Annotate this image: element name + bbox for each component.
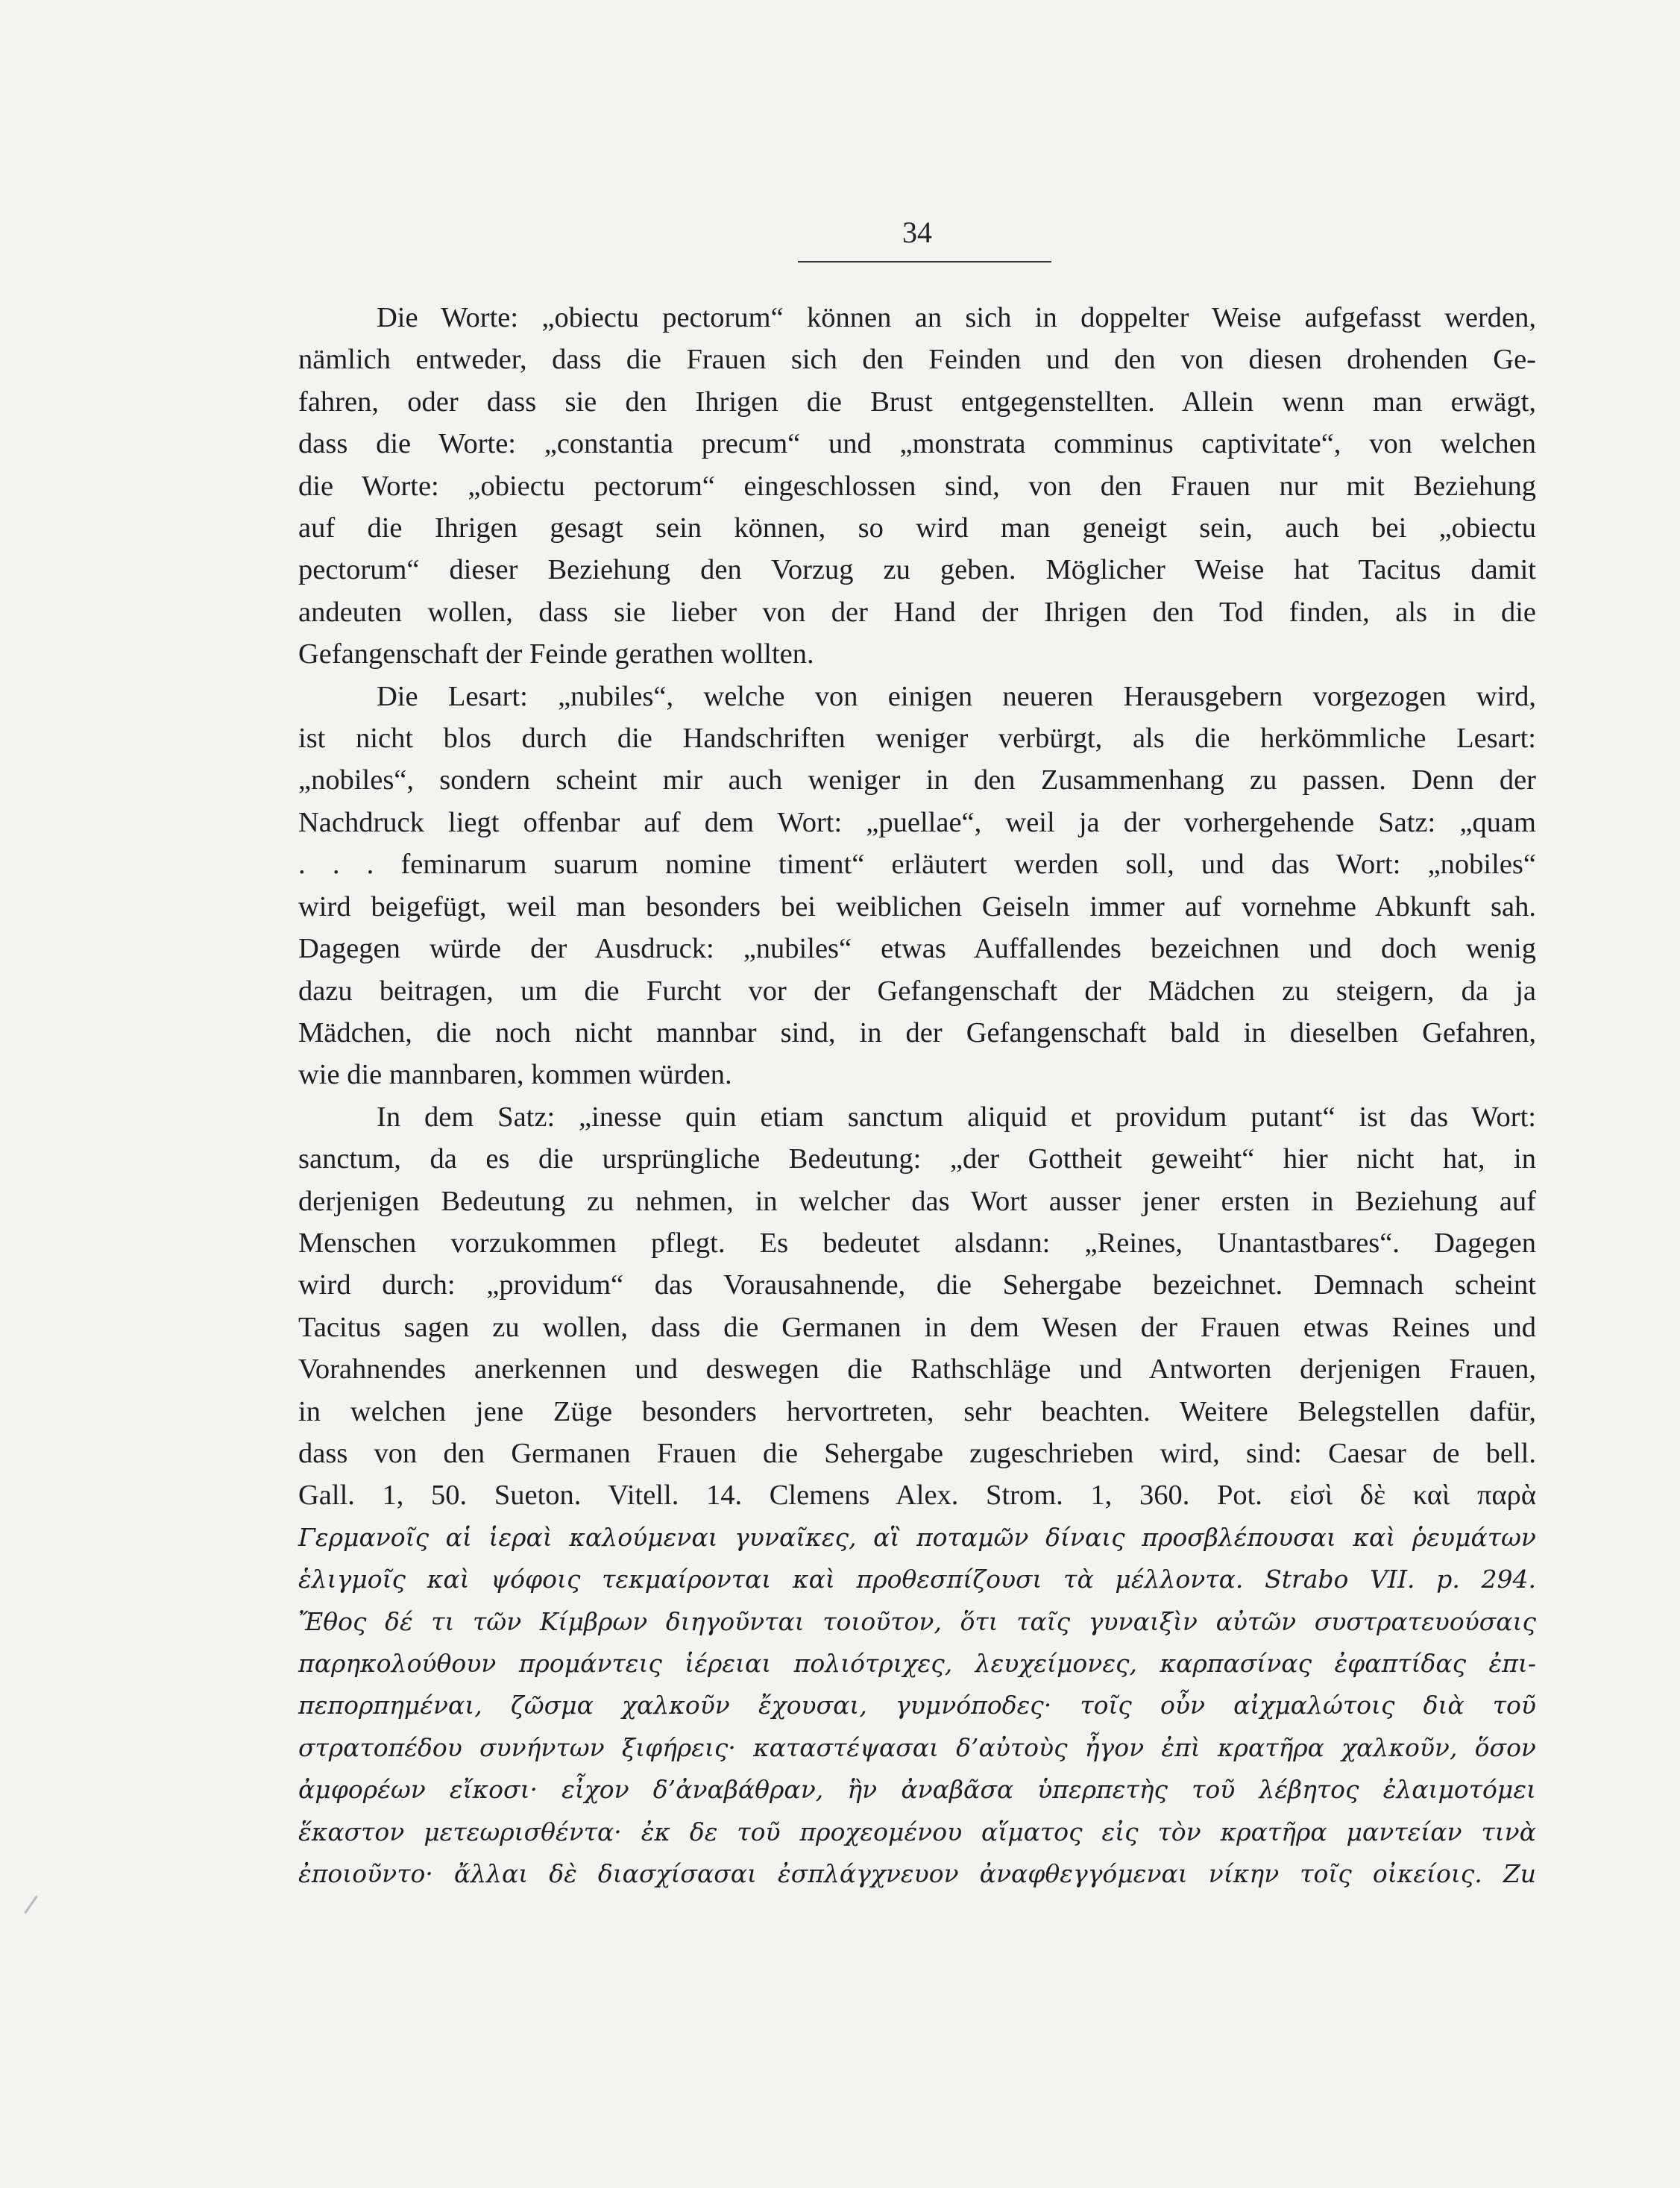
text-line: Gall. 1, 50. Sueton. Vitell. 14. Clemens Alex. Strom. 1, 360. Pot. εἰσὶ δὲ καὶ παρὰ	[298, 1480, 1536, 1512]
text-line: „nobiles“, sondern scheint mir auch weniger in den Zusammenhang zu passen. Denn der	[298, 764, 1536, 796]
text-line: In dem Satz: „inesse quin etiam sanctum aliquid et providum putant“ ist das Wort:	[377, 1101, 1536, 1133]
paragraph-1	[298, 297, 1536, 676]
text-line: Die Lesart: „nubiles“, welche von einigen neueren Herausgebern vorgezogen wird,	[377, 680, 1536, 712]
greek-text-line: πεπορπημέναι, ζῶσμα χαλκοῦν ἔχουσαι, γυμνόποδες· τοῖς οὖν αἰχμαλώτοις διὰ τοῦ	[298, 1691, 1536, 1720]
greek-text-line: ἐποιοῦντο· ἄλλαι δὲ διασχίσασαι ἐσπλάγχνευον ἀναφθεγγόμεναι νίκην τοῖς οἰκείοις. Zu	[298, 1859, 1536, 1889]
text-line: wird beigefügt, weil man besonders bei weiblichen Geiseln immer auf vornehme Abkunft sah.	[298, 890, 1536, 922]
text-line: in welchen jene Züge besonders hervortreten, sehr beachten. Weitere Belegstellen dafür,	[298, 1395, 1536, 1427]
scan-edge-mark	[24, 1896, 38, 1914]
text-line: Nachdruck liegt offenbar auf dem Wort: „puellae“, weil ja der vorhergehende Satz: „quam	[298, 806, 1536, 838]
text-line: Dagegen würde der Ausdruck: „nubiles“ etwas Auffallendes bezeichnen und doch wenig	[298, 933, 1536, 965]
greek-text-line: ἑλιγμοῖς καὶ ψόφοις τεκμαίρονται καὶ προθεσπίζουσι τὰ μέλλοντα. Strabo VII. p. 294.	[298, 1565, 1536, 1594]
text-line: Gefangenschaft der Feinde gerathen wollten.	[298, 638, 814, 670]
paragraph-3	[298, 1096, 1536, 1896]
paragraph-2	[298, 676, 1536, 1096]
body-text	[298, 297, 1536, 1895]
text-line: Mädchen, die noch nicht mannbar sind, in der Gefangenschaft bald in dieselben Gefahren,	[298, 1016, 1536, 1049]
text-line: wie die mannbaren, kommen würden.	[298, 1059, 732, 1091]
text-line: sanctum, da es die ursprüngliche Bedeutung: „der Gottheit geweiht“ hier nicht hat, in	[298, 1143, 1536, 1175]
text-line: Vorahnendes anerkennen und deswegen die Rathschläge und Antworten derjenigen Frauen,	[298, 1354, 1536, 1386]
text-line: Menschen vorzukommen pflegt. Es bedeutet alsdann: „Reines, Unantastbares“. Dagegen	[298, 1227, 1536, 1259]
greek-text-line: στρατοπέδου συνήντων ξιφήρεις· καταστέψασαι δ’αὐτοὺς ἦγον ἐπὶ κρατῆρα χαλκοῦν, ὅσον	[298, 1732, 1536, 1762]
text-line: dass die Worte: „constantia precum“ und „monstrata comminus captivitate“, von welchen	[298, 428, 1536, 460]
greek-text-line: ἕκαστον μετεωρισθέντα· ἐκ δε τοῦ προχεομένου αἵματος εἰς τὸν κρατῆρα μαντείαν τινὰ	[298, 1817, 1536, 1846]
text-line: dazu beitragen, um die Furcht vor der Gefangenschaft der Mädchen zu steigern, da ja	[298, 975, 1536, 1007]
text-line: wird durch: „providum“ das Vorausahnende, die Sehergabe bezeichnet. Demnach scheint	[298, 1269, 1536, 1301]
text-line: derjenigen Bedeutung zu nehmen, in welcher das Wort ausser jener ersten in Beziehung auf	[298, 1185, 1536, 1217]
greek-text-line: Ἔθος δέ τι τῶν Κίμβρων διηγοῦνται τοιοῦτον, ὅτι ταῖς γυναιξὶν αὐτῶν συστρατευούσαις	[298, 1606, 1536, 1636]
page-number: 34	[902, 216, 932, 249]
text-line: Tacitus sagen zu wollen, dass die Germanen in dem Wesen der Frauen etwas Reines und	[298, 1311, 1536, 1343]
text-line: auf die Ihrigen gesagt sein können, so wird man geneigt sein, auch bei „obiectu	[298, 512, 1536, 544]
text-line: nämlich entweder, dass die Frauen sich den Feinden und den von diesen drohenden Ge-	[298, 344, 1536, 376]
text-line: dass von den Germanen Frauen die Sehergabe zugeschrieben wird, sind: Caesar de bell.	[298, 1437, 1536, 1469]
greek-text-line: παρηκολούθουν προμάντεις ἱέρειαι πολιότριχες, λευχείμονες, καρπασίνας ἐφαπτίδας ἐπι-	[298, 1649, 1536, 1678]
text-line: Die Worte: „obiectu pectorum“ können an sich in doppelter Weise aufgefasst werden,	[377, 302, 1536, 333]
greek-text-line: ἀμφορέων εἴκοσι· εἶχον δ’ἀναβάθραν, ἣν ἀναβᾶσα ὑπερπετὴς τοῦ λέβητος ἐλαιμοτόμει	[298, 1775, 1536, 1805]
text-line: . . . feminarum suarum nomine timent“ erläutert werden soll, und das Wort: „nobiles“	[298, 849, 1536, 881]
text-line: fahren, oder dass sie den Ihrigen die Brust entgegenstellten. Allein wenn man erwägt,	[298, 386, 1536, 418]
text-line: die Worte: „obiectu pectorum“ eingeschlossen sind, von den Frauen nur mit Beziehung	[298, 470, 1536, 502]
text-line: ist nicht blos durch die Handschriften weniger verbürgt, als die herkömmliche Lesart:	[298, 723, 1536, 755]
header-rule	[798, 261, 1051, 263]
text-line: pectorum“ dieser Beziehung den Vorzug zu geben. Möglicher Weise hat Tacitus damit	[298, 554, 1536, 586]
greek-text-line: Γερμανοῖς αἱ ἱεραὶ καλούμεναι γυναῖκες, αἳ ποταμῶν δίναις προσβλέπουσαι καὶ ῥευμάτων	[298, 1522, 1536, 1552]
text-line: andeuten wollen, dass sie lieber von der Hand der Ihrigen den Tod finden, als in die	[298, 596, 1536, 628]
